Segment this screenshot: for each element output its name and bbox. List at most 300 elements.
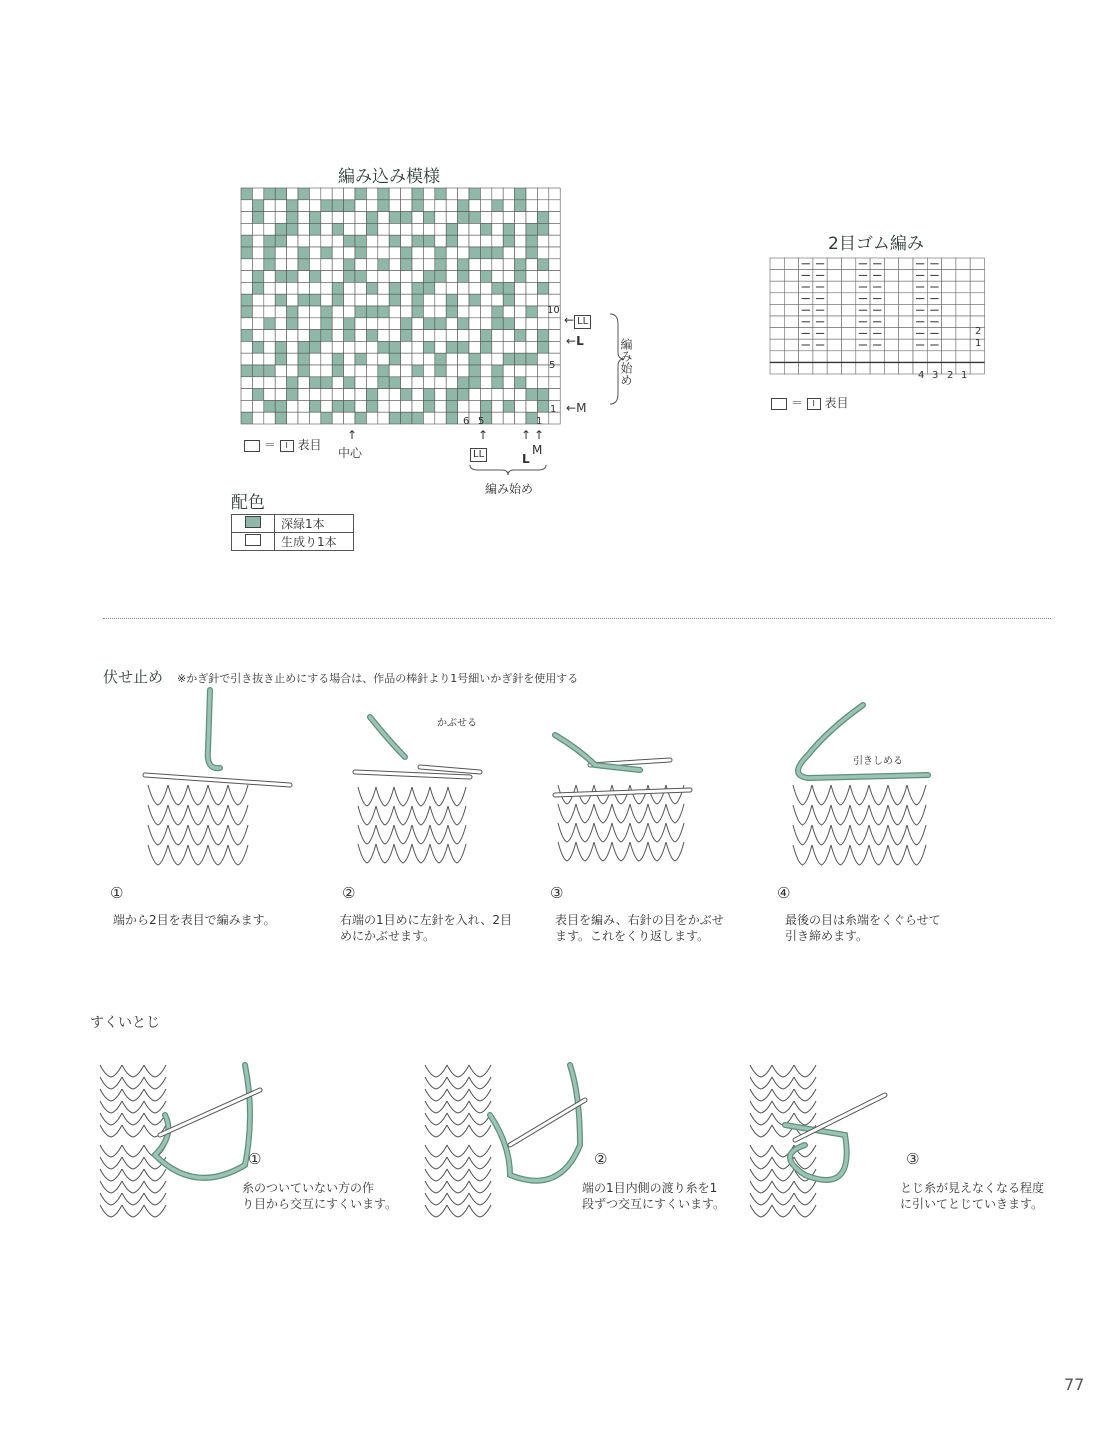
- knit-stitch: [469, 1089, 491, 1101]
- knit-stitch: [188, 805, 208, 825]
- knit-stitch: [122, 1145, 144, 1157]
- pattern-cell: [503, 377, 514, 389]
- rib-cell: [784, 281, 798, 293]
- knit-stitch: [425, 1101, 447, 1113]
- knit-stitch: [122, 1181, 144, 1193]
- knit-stitch: [122, 1205, 144, 1217]
- pattern-cell: [515, 353, 526, 365]
- pattern-cell: [264, 235, 275, 247]
- pattern-cell: [287, 282, 298, 294]
- pattern-cell: [332, 353, 343, 365]
- knit-stitch: [448, 844, 466, 863]
- pattern-cell: [378, 247, 389, 259]
- pattern-cell: [412, 271, 423, 283]
- knit-stitch: [772, 1101, 794, 1113]
- pattern-cell: [537, 389, 548, 401]
- col-number-5: 5: [478, 416, 485, 427]
- pattern-cell: [526, 247, 537, 259]
- rib-cell: [770, 281, 784, 293]
- knit-stitch: [122, 1101, 144, 1113]
- pattern-cell: [275, 235, 286, 247]
- bind-off-step-2-num: ②: [342, 884, 356, 902]
- pattern-cell: [469, 200, 480, 212]
- pattern-cell: [526, 212, 537, 224]
- pattern-cell: [526, 200, 537, 212]
- pattern-cell: [298, 271, 309, 283]
- pattern-cell: [503, 318, 514, 330]
- pattern-cell: [378, 365, 389, 377]
- pattern-cell: [264, 412, 275, 424]
- pattern-cell: [480, 400, 491, 412]
- pattern-cell: [321, 400, 332, 412]
- pattern-cell: [264, 282, 275, 294]
- pattern-cell: [275, 294, 286, 306]
- pattern-cell: [275, 318, 286, 330]
- pattern-cell: [378, 200, 389, 212]
- pattern-cell: [480, 235, 491, 247]
- pattern-cell: [252, 318, 263, 330]
- knit-stitch: [888, 845, 907, 865]
- pattern-cell: [458, 294, 469, 306]
- pattern-cell: [401, 188, 412, 200]
- pattern-cell: [435, 365, 446, 377]
- pattern-cell: [412, 282, 423, 294]
- pattern-cell: [469, 282, 480, 294]
- rib-cell: [827, 351, 841, 363]
- knit-stitch: [144, 1077, 166, 1089]
- pattern-cell: [549, 200, 560, 212]
- pattern-cell: [378, 318, 389, 330]
- pattern-cell: [492, 365, 503, 377]
- pattern-cell: [537, 188, 548, 200]
- mattress-step-1-text: 糸のついていない方の作 り目から交互にすくいます。: [242, 1181, 398, 1211]
- pattern-cell: [469, 188, 480, 200]
- knit-stitch: [122, 1193, 144, 1205]
- section-divider: [103, 618, 1051, 619]
- pattern-cell: [435, 330, 446, 342]
- pattern-cell: [378, 389, 389, 401]
- rib-cell: [956, 351, 970, 363]
- pattern-cell: [355, 341, 366, 353]
- pattern-cell: [469, 389, 480, 401]
- pattern-cell: [355, 306, 366, 318]
- pattern-cell: [344, 412, 355, 424]
- knit-stitch: [907, 845, 926, 865]
- pattern-cell: [275, 400, 286, 412]
- pattern-cell: [332, 259, 343, 271]
- knit-stitch: [558, 842, 576, 861]
- pattern-cell: [446, 400, 457, 412]
- mattress-illustration-2: [420, 1055, 600, 1225]
- pattern-cell: [492, 294, 503, 306]
- pattern-cell: [321, 188, 332, 200]
- pattern-cell: [480, 341, 491, 353]
- mattress-step-3-num: ③: [906, 1150, 920, 1168]
- pattern-cell: [355, 259, 366, 271]
- pattern-cell: [423, 330, 434, 342]
- pattern-cell: [252, 400, 263, 412]
- knit-stitch: [188, 785, 208, 805]
- pattern-cell: [412, 259, 423, 271]
- pattern-cell: [287, 188, 298, 200]
- pattern-cell: [537, 318, 548, 330]
- pattern-cell: [412, 389, 423, 401]
- knit-stitch: [850, 805, 869, 825]
- pattern-cell: [378, 341, 389, 353]
- bind-off-step-3-text: 表目を編み、右針の目をかぶせ ます。これをくり返します。: [555, 913, 724, 943]
- pattern-cell: [423, 306, 434, 318]
- knit-stitch: [100, 1065, 122, 1077]
- knit-stitch: [869, 825, 888, 845]
- rib-cell: [842, 304, 856, 316]
- rib-cell: [870, 351, 884, 363]
- pattern-cell: [526, 271, 537, 283]
- pattern-cell: [549, 223, 560, 235]
- pattern-cell: [549, 377, 560, 389]
- pattern-cell: [287, 400, 298, 412]
- pattern-cell: [344, 271, 355, 283]
- pattern-cell: [515, 294, 526, 306]
- pattern-cell: [423, 365, 434, 377]
- pattern-cell: [366, 353, 377, 365]
- pattern-cell: [515, 341, 526, 353]
- knit-stitch: [430, 844, 448, 863]
- pattern-cell: [423, 400, 434, 412]
- knit-stitch: [558, 804, 576, 823]
- pattern-cell: [389, 294, 400, 306]
- pattern-cell: [492, 188, 503, 200]
- yarn: [490, 1065, 580, 1181]
- pattern-cell: [480, 282, 491, 294]
- pattern-cell: [480, 306, 491, 318]
- pattern-cell: [412, 223, 423, 235]
- knit-stitch: [100, 1101, 122, 1113]
- knit-stitch: [425, 1181, 447, 1193]
- pattern-cell: [275, 365, 286, 377]
- knit-stitch: [869, 805, 888, 825]
- pattern-cell: [309, 259, 320, 271]
- pattern-cell: [412, 235, 423, 247]
- pattern-cell: [252, 200, 263, 212]
- pattern-cell: [480, 365, 491, 377]
- rib-cell: [884, 316, 898, 328]
- pattern-cell: [321, 353, 332, 365]
- knit-stitch: [469, 1169, 491, 1181]
- pattern-cell: [389, 341, 400, 353]
- pattern-cell: [458, 282, 469, 294]
- pattern-cell: [435, 353, 446, 365]
- knit-stitch: [469, 1193, 491, 1205]
- rib-cell: [942, 339, 956, 351]
- pattern-cell: [298, 377, 309, 389]
- rib-cell: [927, 351, 941, 363]
- pattern-cell: [458, 377, 469, 389]
- pattern-cell: [549, 271, 560, 283]
- rib-cell: [942, 328, 956, 340]
- pattern-cell: [526, 341, 537, 353]
- pattern-legend: ＝ I 表目: [244, 436, 322, 453]
- pattern-cell: [423, 235, 434, 247]
- knit-stitch: [594, 823, 612, 842]
- pattern-cell: [366, 235, 377, 247]
- pattern-cell: [423, 212, 434, 224]
- pattern-cell: [309, 400, 320, 412]
- pattern-cell: [264, 389, 275, 401]
- pattern-cell: [344, 306, 355, 318]
- pattern-cell: [241, 400, 252, 412]
- white-swatch: [245, 534, 261, 546]
- pattern-cell: [401, 271, 412, 283]
- pattern-cell: [435, 212, 446, 224]
- knit-stitch: [750, 1113, 772, 1125]
- pattern-cell: [537, 341, 548, 353]
- pattern-cell: [458, 341, 469, 353]
- knit-stitch: [425, 1065, 447, 1077]
- rib-cell: [956, 281, 970, 293]
- pattern-cell: [401, 306, 412, 318]
- rib-cell: [799, 351, 813, 363]
- pattern-cell: [366, 365, 377, 377]
- pattern-cell: [423, 412, 434, 424]
- knit-stitch: [831, 845, 850, 865]
- pattern-cell: [366, 259, 377, 271]
- pattern-cell: [515, 365, 526, 377]
- pattern-cell: [515, 235, 526, 247]
- bottom-marker-m: M: [532, 443, 543, 457]
- pattern-cell: [332, 389, 343, 401]
- pattern-cell: [503, 247, 514, 259]
- pattern-cell: [492, 389, 503, 401]
- knit-stitch: [594, 842, 612, 861]
- pattern-cell: [526, 188, 537, 200]
- pattern-cell: [469, 341, 480, 353]
- knit-stitch: [228, 825, 248, 845]
- knit-stitch: [850, 785, 869, 805]
- knit-stitch: [447, 1145, 469, 1157]
- pattern-cell: [435, 389, 446, 401]
- pattern-cell: [344, 200, 355, 212]
- center-arrow: ↑: [347, 428, 358, 442]
- knit-stitch: [144, 1205, 166, 1217]
- pattern-cell: [252, 353, 263, 365]
- knit-stitch: [122, 1157, 144, 1169]
- mattress-title: すくいとじ: [90, 1015, 160, 1031]
- pattern-cell: [355, 412, 366, 424]
- pattern-cell: [480, 223, 491, 235]
- knit-stitch: [447, 1089, 469, 1101]
- pattern-cell: [321, 271, 332, 283]
- pattern-cell: [287, 412, 298, 424]
- bottom-arrow-m: ↑: [534, 428, 545, 442]
- rib-cell: [899, 270, 913, 282]
- bind-off-illustration-4: [778, 700, 948, 870]
- pattern-cell: [458, 259, 469, 271]
- pattern-cell: [287, 341, 298, 353]
- pattern-cell: [401, 223, 412, 235]
- pattern-cell: [526, 330, 537, 342]
- knit-stitch: [168, 845, 188, 865]
- pattern-cell: [389, 188, 400, 200]
- pattern-cell: [309, 200, 320, 212]
- green-swatch: [245, 516, 261, 528]
- pattern-cell: [264, 341, 275, 353]
- pattern-cell: [412, 353, 423, 365]
- pattern-cell: [412, 188, 423, 200]
- pattern-cell: [264, 188, 275, 200]
- knit-stitch: [394, 787, 412, 806]
- rib-cell: [970, 281, 984, 293]
- yarn-highlight: [370, 717, 405, 757]
- pattern-cell: [287, 212, 298, 224]
- pattern-cell: [366, 412, 377, 424]
- pattern-cell: [503, 389, 514, 401]
- pattern-chart-title: 編み込み模様: [338, 167, 440, 187]
- knit-stitch: [448, 825, 466, 844]
- pattern-cell: [275, 341, 286, 353]
- pattern-cell: [298, 223, 309, 235]
- rib-cell: [842, 351, 856, 363]
- rib-cell: [899, 293, 913, 305]
- rib-cell: [784, 316, 798, 328]
- pattern-cell: [503, 212, 514, 224]
- knit-stitch: [412, 844, 430, 863]
- knit-stitch: [208, 805, 228, 825]
- pattern-cell: [287, 389, 298, 401]
- rib-cell: [884, 339, 898, 351]
- pattern-cell: [298, 247, 309, 259]
- pattern-cell: [446, 212, 457, 224]
- pattern-cell: [423, 282, 434, 294]
- row-number-10: 10: [547, 305, 560, 316]
- pattern-cell: [389, 282, 400, 294]
- color-row-white: [232, 533, 354, 551]
- knit-stitch: [430, 806, 448, 825]
- knit-stitch: [558, 823, 576, 842]
- pattern-cell: [309, 341, 320, 353]
- pattern-cell: [309, 247, 320, 259]
- pattern-cell: [389, 200, 400, 212]
- pattern-cell: [458, 200, 469, 212]
- knit-stitch: [144, 1193, 166, 1205]
- pattern-cell: [378, 330, 389, 342]
- knit-stitch: [772, 1077, 794, 1089]
- pattern-cell: [515, 400, 526, 412]
- pattern-cell: [366, 330, 377, 342]
- knit-stitch: [469, 1125, 491, 1137]
- pattern-cell: [435, 188, 446, 200]
- knit-stitch: [750, 1181, 772, 1193]
- knit-stitch: [793, 785, 812, 805]
- pattern-cell: [389, 400, 400, 412]
- pattern-cell: [287, 306, 298, 318]
- pattern-cell: [355, 200, 366, 212]
- mattress-step-2-text: 端の1目内側の渡り糸を1 段ずつ交互にすくいます。: [582, 1181, 726, 1211]
- pattern-cell: [503, 341, 514, 353]
- pattern-cell: [275, 282, 286, 294]
- pattern-cell: [298, 400, 309, 412]
- rib-legend-empty-box: [771, 398, 787, 410]
- rib-cell: [827, 304, 841, 316]
- pattern-cell: [366, 188, 377, 200]
- pattern-cell: [344, 365, 355, 377]
- pattern-cell: [549, 247, 560, 259]
- rib-cell: [913, 351, 927, 363]
- pattern-cell: [480, 294, 491, 306]
- pattern-cell: [252, 247, 263, 259]
- knit-stitch: [122, 1169, 144, 1181]
- pattern-cell: [503, 412, 514, 424]
- pattern-cell: [423, 247, 434, 259]
- knit-stitch: [208, 825, 228, 845]
- knit-stitch: [358, 844, 376, 863]
- pattern-cell: [515, 247, 526, 259]
- pattern-cell: [515, 212, 526, 224]
- pattern-cell: [366, 247, 377, 259]
- knit-stitch: [394, 844, 412, 863]
- pattern-cell: [549, 341, 560, 353]
- pattern-cell: [389, 306, 400, 318]
- knit-stitch: [100, 1193, 122, 1205]
- pattern-cell: [252, 188, 263, 200]
- pattern-cell: [321, 212, 332, 224]
- pattern-cell: [241, 259, 252, 271]
- pattern-cell: [298, 200, 309, 212]
- legend-empty-box: [244, 440, 260, 452]
- pattern-cell: [446, 330, 457, 342]
- pattern-cell: [526, 353, 537, 365]
- pattern-cell: [344, 389, 355, 401]
- rib-cell: [899, 316, 913, 328]
- knit-stitch: [447, 1125, 469, 1137]
- rib-cell: [827, 258, 841, 270]
- pattern-cell: [492, 318, 503, 330]
- pattern-cell: [503, 353, 514, 365]
- pattern-cell: [401, 400, 412, 412]
- knit-stitch: [447, 1205, 469, 1217]
- pattern-cell: [469, 271, 480, 283]
- color-scheme-title: 配色: [231, 493, 265, 513]
- pattern-cell: [389, 223, 400, 235]
- knit-stitch: [576, 842, 594, 861]
- pattern-cell: [321, 235, 332, 247]
- pattern-cell: [275, 353, 286, 365]
- pattern-cell: [344, 223, 355, 235]
- pattern-cell: [378, 212, 389, 224]
- knit-stitch: [794, 1065, 816, 1077]
- pattern-cell: [298, 365, 309, 377]
- rib-cell: [970, 293, 984, 305]
- knit-stitch: [666, 842, 684, 861]
- rib-cell: [899, 281, 913, 293]
- pattern-cell: [423, 200, 434, 212]
- pattern-cell: [332, 400, 343, 412]
- pattern-cell: [252, 223, 263, 235]
- pattern-cell: [515, 282, 526, 294]
- pattern-cell: [264, 200, 275, 212]
- pattern-cell: [264, 377, 275, 389]
- pattern-cell: [309, 412, 320, 424]
- pattern-cell: [252, 341, 263, 353]
- pattern-cell: [435, 271, 446, 283]
- pattern-cell: [435, 412, 446, 424]
- knit-stitch: [750, 1193, 772, 1205]
- pattern-cell: [378, 235, 389, 247]
- knit-stitch: [750, 1125, 772, 1137]
- pattern-cell: [355, 318, 366, 330]
- pattern-cell: [492, 271, 503, 283]
- knit-stitch: [425, 1089, 447, 1101]
- col-number-6: 6: [463, 416, 470, 427]
